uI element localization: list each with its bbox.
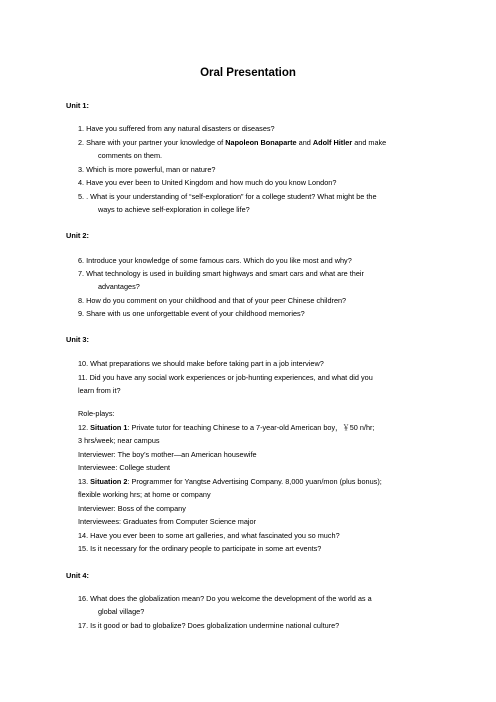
situation-1-number: 12. [78,423,91,432]
situation-2-continuation: flexible working hrs; at home or company [78,490,211,499]
question-14: 14. Have you ever been to some art galleries, and what fascinated you so much? [78,531,340,540]
question-2-text-e: and make [352,138,387,147]
question-10: 10. What preparations we should make before taking part in a job interview? [78,359,324,368]
question-3: 3. Which is more powerful, man or nature? [78,165,216,174]
question-11: 11. Did you have any social work experiences or job-hunting experiences, and what did you [78,373,373,382]
question-9: 9. Share with us one unforgettable event of your childhood memories? [78,309,305,318]
question-17: 17. Is it good or bad to globalize? Does globalization undermine national culture? [78,621,340,630]
question-5-continuation: ways to achieve self-exploration in college life? [98,205,250,214]
question-11-continuation: learn from it? [78,386,121,395]
situation-2-text: : Programmer for Yangtse Advertising Company. 8,000 yuan/mon (plus bonus); [127,477,382,486]
question-7: 7. What technology is used in building smart highways and smart cars and what are their [78,269,364,278]
situation-2-interviewer: Interviewer: Boss of the company [78,504,186,513]
situation-1-label: Situation 1 [90,423,128,432]
unit-4-heading: Unit 4: [66,571,89,580]
question-16: 16. What does the globalization mean? Do you welcome the development of the world as a [78,594,372,603]
question-15: 15. Is it necessary for the ordinary people to participate in some art events? [78,544,322,553]
situation-1-interviewer: Interviewer: The boy’s mother—an American housewife [78,450,257,459]
unit-1-heading: Unit 1: [66,101,89,110]
situation-2-label: Situation 2 [90,477,128,486]
question-2-text-a: 2. Share with your partner your knowledge of [78,138,226,147]
question-7-continuation: advantages? [98,282,140,291]
situation-1-interviewee: Interviewee: College student [78,463,171,472]
question-2-text-c: and [296,138,313,147]
question-8: 8. How do you comment on your childhood and that of your peer Chinese children? [78,296,347,305]
question-2-name-napoleon: Napoleon Bonaparte [225,138,297,147]
situation-1 [78,423,374,432]
question-2 [78,138,386,147]
situation-1-text: : Private tutor for teaching Chinese to a 7-year-old American boy，￥50 n/hr; [127,423,375,432]
situation-1-continuation: 3 hrs/week; near campus [78,436,160,445]
question-2-continuation: comments on them. [98,151,163,160]
unit-2-heading: Unit 2: [66,231,89,240]
question-1: 1. Have you suffered from any natural disasters or diseases? [78,124,275,133]
situation-2 [78,477,382,486]
question-2-name-hitler: Adolf Hitler [312,138,353,147]
situation-2-number: 13. [78,477,91,486]
page-title: Oral Presentation [200,67,296,79]
question-6: 6. Introduce your knowledge of some famous cars. Which do you like most and why? [78,256,352,265]
question-4: 4. Have you ever been to United Kingdom and how much do you know London? [78,178,337,187]
question-5: 5. . What is your understanding of “self-exploration” for a college student? What might be the [78,192,377,201]
question-16-continuation: global village? [98,607,145,616]
situation-2-interviewees: Interviewees: Graduates from Computer Science major [78,517,257,526]
role-plays-label: Role-plays: [78,409,115,418]
unit-3-heading: Unit 3: [66,335,89,344]
